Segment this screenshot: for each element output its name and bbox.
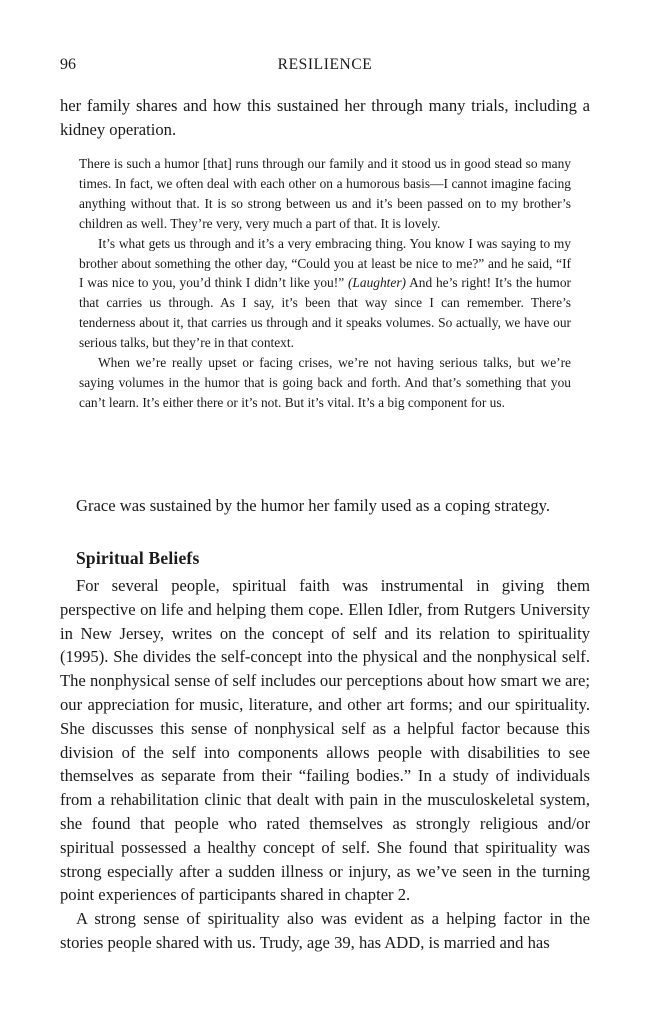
- running-head: RESILIENCE: [277, 56, 373, 73]
- paragraph-summary: Grace was sustained by the humor her family used as a coping strategy.: [76, 496, 551, 515]
- page-number: 96: [60, 56, 76, 73]
- block-quote: [79, 154, 571, 413]
- paragraph-continuation: her family shares and how this sustained her through many trials, including a kidney operation.: [60, 96, 590, 139]
- quote-paragraph-2-text-b: And he’s right! It’s the humor that carries us through. As I say, it’s been that way since I can remember. There’s tenderness about it, that carries us through and it speaks volumes. So actually, we have our serious talks, but they’re in that context.: [79, 275, 571, 351]
- quote-paragraph-3: When we’re really upset or facing crises, we’re not having serious talks, but we’re saying volumes in the humor that is going back and forth. And that’s something that you can’t learn. It’s either there or it’s not. But it’s vital. It’s a big component for us.: [79, 355, 571, 410]
- paragraph-spiritual-1: For several people, spiritual faith was instrumental in giving them perspective on life and helping them cope. Ellen Idler, from Rutgers University in New Jersey, writes on the concept of self and its relation to spirituality (1995). She divides the self-concept into the physical and the nonphysical self. The nonphysical sense of self includes our perceptions about how smart we are; our appreciation for music, literature, and other art forms; and our spirituality. She discusses this sense of nonphysical self as a helpful factor because this division of the self into components allows people with disabilities to see themselves as separate from their “failing bodies.” In a study of individuals from a rehabilitation clinic that dealt with pain in the musculoskeletal system, she found that people who rated themselves as strongly religious and/or spiritual possessed a healthy concept of self. She found that spirituality was strong especially after a sudden illness or injury, as we’ve seen in the turning point experiences of participants shared in chapter 2.: [60, 576, 590, 905]
- page-header: [60, 56, 590, 76]
- quote-paragraph-2-text-a: It’s what gets us through and it’s a very embracing thing. You know I was saying to my brother about something the other day, “Could you at least be nice to me?” and he said, “If I was nice to you, you’d think I didn’t like you!”: [79, 235, 571, 291]
- section-body: [60, 574, 590, 955]
- paragraph-spiritual-2: A strong sense of spirituality also was evident as a helping factor in the stories people shared with us. Trudy, age 39, has ADD, is married and has: [60, 909, 590, 952]
- laughter-annotation: (Laughter): [347, 275, 406, 291]
- quote-paragraph-1: There is such a humor [that] runs through our family and it stood us in good stead so many times. In fact, we often deal with each other on a humorous basis—I cannot imagine facing anything without that. It is so strong between us and it’s been passed on to my brother’s children as well. They’re very, very much a part of that. It is lovely.: [79, 156, 571, 231]
- section-heading: Spiritual Beliefs: [76, 548, 200, 568]
- quote-paragraph-2: [79, 234, 571, 353]
